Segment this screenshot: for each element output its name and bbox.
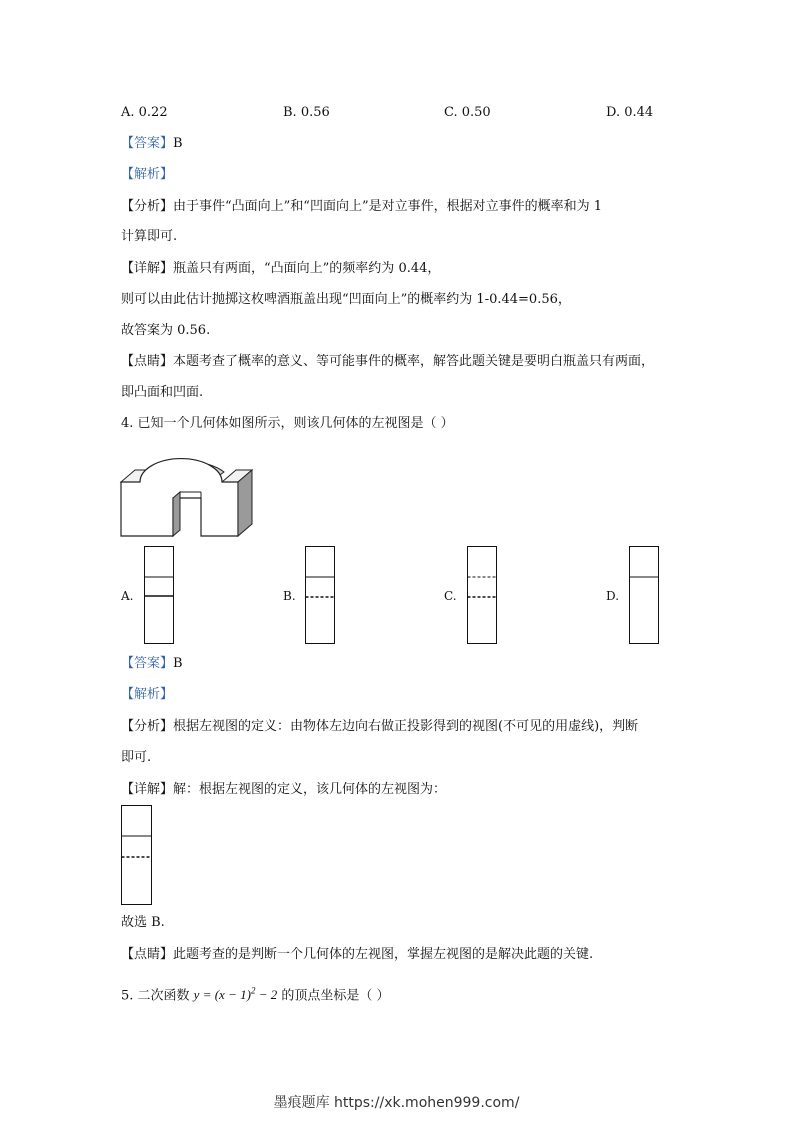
- q3-dianjing-2: 即凸面和凹面.: [121, 385, 204, 400]
- q3-jiexi: 【解析】: [121, 167, 174, 182]
- q4-option-d-label: D.: [606, 589, 620, 603]
- answer-tag: 【答案】: [121, 656, 174, 671]
- xiangjie-text: 瓶盖只有两面，“凸面向上”的频率约为 0.44，: [173, 261, 441, 276]
- q5-stem-suffix: 的顶点坐标是（ ）: [277, 988, 390, 1004]
- q4-option-b-label: B.: [283, 589, 296, 603]
- answer-tag: 【答案】: [121, 136, 174, 151]
- q4-fenxi-1: [121, 718, 638, 736]
- q5-stem-prefix: 5. 二次函数: [121, 988, 194, 1004]
- answer-value: B: [173, 656, 183, 671]
- q3-dianjing-1: [121, 353, 654, 371]
- q4-xiangjie-2: 故选 B.: [121, 915, 165, 930]
- fenxi-tag: 【分析】: [121, 199, 174, 214]
- dianjing-text: 本题考查了概率的意义、等可能事件的概率，解答此题关键是要明白瓶盖只有两面，: [173, 354, 655, 369]
- q5-formula-y: y: [193, 987, 200, 1003]
- q3-answer: [121, 135, 183, 153]
- q3-option-b: B. 0.56: [283, 105, 330, 120]
- answer-value: B: [173, 136, 183, 151]
- q5-formula-tail: − 2: [255, 987, 278, 1003]
- xiangjie-text: 解：根据左视图的定义，该几何体的左视图为：: [173, 782, 447, 797]
- q4-stem: 4. 已知一个几何体如图所示，则该几何体的左视图是（ ）: [121, 416, 454, 431]
- q4-option-b-figure: [305, 546, 337, 645]
- q3-option-d: D. 0.44: [606, 105, 654, 120]
- dianjing-text: 此题考查的是判断一个几何体的左视图，掌握左视图的是解决此题的关键.: [173, 947, 594, 962]
- q5-formula: [194, 987, 278, 1002]
- fenxi-text: 根据左视图的定义：由物体左边向右做正投影得到的视图(不可见的用虚线)，判断: [173, 719, 639, 734]
- q4-option-a-figure: [144, 546, 176, 645]
- q3-fenxi-2: 计算即可.: [121, 229, 178, 244]
- q4-solution-figure: [121, 805, 153, 906]
- dianjing-tag: 【点睛】: [121, 354, 174, 369]
- q3-xiangjie-1: [121, 260, 440, 278]
- xiangjie-tag: 【详解】: [121, 261, 174, 276]
- page-footer: 墨痕题库 https://xk.mohen999.com/: [273, 1095, 520, 1111]
- dianjing-tag: 【点睛】: [121, 947, 174, 962]
- q4-option-c-figure: [467, 546, 499, 645]
- q4-xiangjie-1: [121, 781, 446, 799]
- q3-fenxi-1: [121, 198, 602, 216]
- q4-fenxi-2: 即可.: [121, 750, 152, 765]
- q4-option-a-label: A.: [121, 589, 134, 603]
- q4-jiexi: 【解析】: [121, 687, 174, 702]
- q5-formula-exp: 2: [250, 986, 256, 996]
- q5-stem: [121, 982, 389, 1005]
- q4-solid-figure: [118, 446, 258, 538]
- q3-option-c: C. 0.50: [444, 105, 491, 120]
- q5-formula-mid: = (x − 1): [199, 987, 251, 1003]
- q3-option-a: A. 0.22: [121, 105, 168, 120]
- q3-xiangjie-3: 故答案为 0.56.: [121, 323, 211, 338]
- q4-dianjing-1: [121, 946, 593, 964]
- q4-answer: [121, 655, 183, 673]
- q3-xiangjie-2: 则可以由此估计抛掷这枚啤酒瓶盖出现“凹面向上”的概率约为 1-0.44=0.56，: [121, 292, 571, 307]
- q4-option-c-label: C.: [444, 589, 457, 603]
- fenxi-text: 由于事件“凸面向上”和“凹面向上”是对立事件，根据对立事件的概率和为 1: [173, 199, 603, 214]
- fenxi-tag: 【分析】: [121, 719, 174, 734]
- q4-option-d-figure: [629, 546, 661, 645]
- xiangjie-tag: 【详解】: [121, 782, 174, 797]
